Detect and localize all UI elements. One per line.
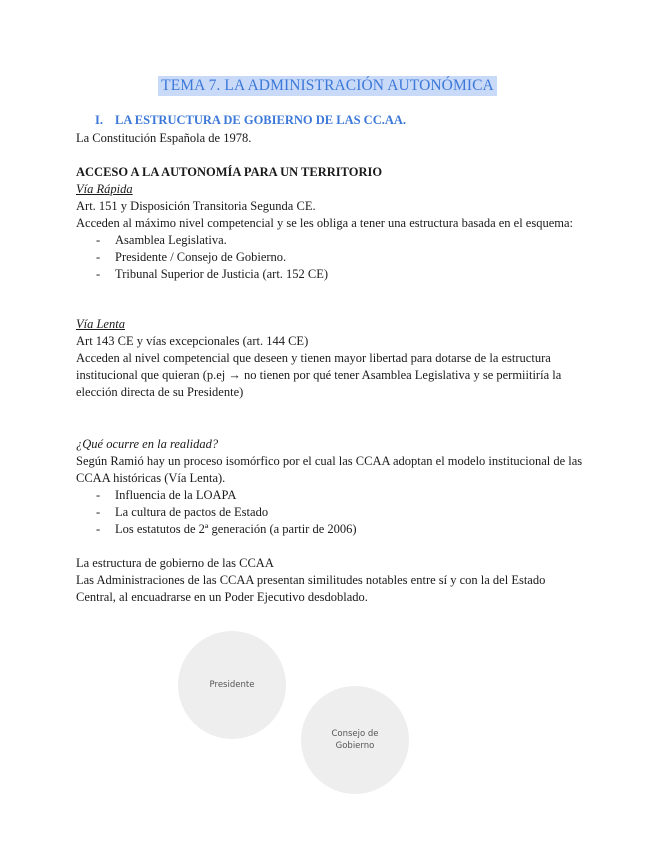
realidad-list [76,487,586,538]
title-wrap [0,76,655,96]
via-rapida-label: Vía Rápida [76,182,133,196]
list-item: - Influencia de la LOAPA [76,487,586,504]
realidad-question: ¿Qué ocurre en la realidad? [76,437,219,451]
via-rapida-list [76,232,586,283]
via-lenta-label: Vía Lenta [76,317,125,331]
intro-text: La Constitución Española de 1978. [76,131,252,145]
list-item: - Tribunal Superior de Justicia (art. 152 CE) [76,266,586,283]
circle-label: Consejo de Gobierno [331,729,379,751]
via-rapida-line2: Acceden al máximo nivel competencial y se les obliga a tener una estructura basada en el esquema: [76,216,574,230]
list-item: - Los estatutos de 2ª generación (a partir de 2006) [76,521,586,538]
document-title: TEMA 7. LA ADMINISTRACIÓN AUTONÓMICA [158,76,497,96]
diagram-circle-consejo [301,686,409,794]
list-item: - Asamblea Legislativa. [76,232,586,249]
acceso-block [76,164,586,283]
acceso-heading: ACCESO A LA AUTONOMÍA PARA UN TERRITORIO [76,165,383,179]
via-lenta-line2: Acceden al nivel competencial que deseen y tienen mayor libertad para dotarse de la estructura institucional que quieran (p.ej → no tienen por qué tener Asamblea Legislativa y se permiitiría la elección directa de su Presidente) [76,351,562,399]
estructura-block [76,555,586,606]
via-rapida-line1: Art. 151 y Disposición Transitoria Segunda CE. [76,199,316,213]
section-heading [95,113,406,128]
circle-label: Presidente [209,680,255,690]
realidad-block [76,436,586,538]
list-item: - Presidente / Consejo de Gobierno. [76,249,586,266]
section-number: I. [95,113,103,127]
list-item: - La cultura de pactos de Estado [76,504,586,521]
via-lenta-line1: Art 143 CE y vías excepcionales (art. 144 CE) [76,334,309,348]
diagram-circle-presidente [178,631,286,739]
estructura-line1: La estructura de gobierno de las CCAA [76,556,274,570]
section-heading-text: LA ESTRUCTURA DE GOBIERNO DE LAS CC.AA. [115,113,407,127]
realidad-text: Según Ramió hay un proceso isomórfico por el cual las CCAA adoptan el modelo institucional de las CCAA históricas (Vía Lenta). [76,454,583,485]
estructura-line2: Las Administraciones de las CCAA presentan similitudes notables entre sí y con la del Estado Central, al encuadrarse en un Poder Ejecutivo desdoblado. [76,573,546,604]
via-lenta-block [76,316,586,401]
intro-block [76,130,586,147]
